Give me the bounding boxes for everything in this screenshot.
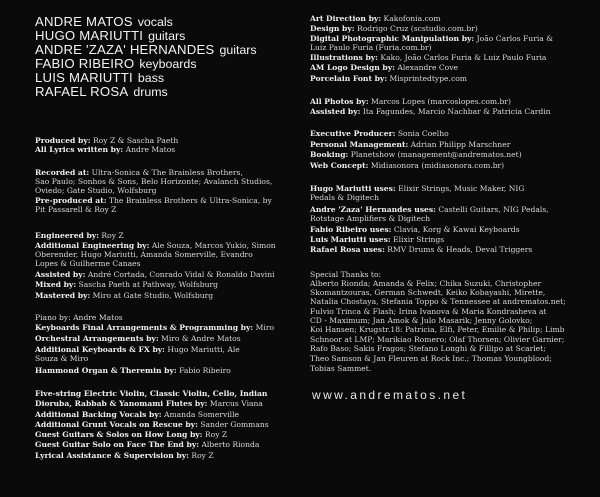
credit-text: Natalia Chostaya, Stefania Toppo & Tennessee at andrematos.net;	[310, 297, 566, 306]
credit-text: Oberender, Hugo Mariutti, Amanda Somerville, Evandro	[35, 250, 253, 259]
credit-line	[310, 161, 504, 170]
member-instrument: guitars	[148, 29, 186, 43]
credit-text: Alberto Rionda; Amanda & Felix; Chika Suzuki, Christopher	[310, 279, 542, 288]
credit-line	[35, 420, 269, 429]
credit-line	[310, 74, 467, 83]
credit-text: Lopes & Guilherme Canaes	[35, 259, 141, 268]
credit-text: Elixir Strings	[390, 235, 445, 244]
band-member	[35, 42, 257, 57]
credit-line	[310, 235, 444, 244]
credit-text: Luiz Paulo Furia (Furia.com.br)	[310, 43, 432, 52]
credit-text: Sonia Coelho	[395, 129, 449, 138]
credit-line	[310, 53, 546, 62]
credit-text: Sascha Paeth at Pathway, Wolfsburg	[76, 280, 219, 289]
credit-line	[310, 245, 532, 254]
credit-line	[310, 316, 532, 325]
credit-line	[310, 14, 441, 23]
credit-text: Tobias Sammet.	[310, 364, 372, 373]
credit-role: Hammond Organ & Theremin by:	[35, 366, 177, 375]
credit-text: Miro & Andre Matos	[158, 334, 241, 343]
credit-text: Marcos Lopes (marcoslopes.com.br)	[368, 97, 511, 106]
credit-text: Sander Gommans	[197, 420, 269, 429]
credit-role: Orchestral Arrangements by:	[35, 334, 159, 343]
credit-role: All Photos by:	[310, 97, 369, 106]
credit-role: AM Logo Design by:	[310, 63, 395, 72]
credit-role: Executive Producer:	[310, 129, 396, 138]
band-member	[35, 56, 197, 71]
credit-text: Pedals & Digitech	[310, 193, 380, 202]
credit-text: CD - Maximum; Jan Amok & Julo Masarik; Jenny Golovko;	[310, 316, 533, 325]
credit-line	[310, 297, 566, 306]
member-instrument: drums	[133, 85, 168, 99]
member-instrument: keyboards	[139, 57, 197, 71]
credit-text: Clavia, Korg & Kawai Keyboards	[391, 225, 520, 234]
credit-line	[35, 323, 274, 332]
credit-text: Midiasonora (midiasonora.com.br)	[368, 161, 505, 170]
credit-role: Additional Backing Vocals by:	[35, 410, 162, 419]
credit-text: Misprintedtype.com	[387, 74, 467, 83]
credit-role: Engineered by:	[35, 231, 99, 240]
credit-line	[35, 366, 231, 375]
credit-line	[35, 410, 239, 419]
credit-text: Planetshow (management@andrematos.net)	[348, 150, 522, 159]
credit-text: Schnoor at LMP; Marikiao Romero; Olaf Thorsen; Olivier Garnier;	[310, 335, 565, 344]
member-name: HUGO MARIUTTI	[35, 28, 144, 43]
credit-role: Fabio Ribeiro uses:	[310, 225, 392, 234]
credit-role: Mastered by:	[35, 291, 91, 300]
credit-text: Hugo Mariutti, Ale	[164, 345, 240, 354]
credit-line	[310, 193, 379, 202]
credit-role: Additional Grunt Vocals on Rescue by:	[35, 420, 198, 429]
credit-role: Luis Mariutti uses:	[310, 235, 391, 244]
credit-role: Porcelain Font by:	[310, 74, 388, 83]
credit-text: João Carlos Furia &	[474, 34, 553, 43]
credit-role: Guest Guitar Solo on Face The End by:	[35, 440, 200, 449]
credit-line	[35, 136, 178, 145]
credit-text: Castelli Guitars, NIG Pedals,	[435, 205, 549, 214]
credit-text: Rafo Baso; Sakis Fragos; Stefano Longhi & Fillipo at Scarlet;	[310, 344, 546, 353]
credit-line	[35, 145, 175, 154]
credit-line	[310, 270, 381, 279]
credit-text: Sao Paulo; Sonhos & Sons, Belo Horizonte; Avalanch Studios,	[35, 177, 273, 186]
credit-text: Elixir Strings, Music Maker, NIG	[395, 184, 525, 193]
band-member	[35, 14, 173, 29]
credit-role: Assisted by:	[35, 270, 86, 279]
credit-text: The Brainless Brothers & Ultra-Sonica, by	[106, 196, 272, 205]
credit-text: Souza & Miro	[35, 354, 89, 363]
credit-text: Piano by: Andre Matos	[35, 313, 123, 322]
credit-line	[35, 334, 241, 343]
credit-role: Design by:	[310, 24, 355, 33]
credit-role: Produced by:	[35, 136, 91, 145]
credit-text: Rotstage Amplifiers & Digitech	[310, 214, 431, 223]
credit-text: Roy Z & Sascha Paeth	[90, 136, 179, 145]
credit-line	[35, 354, 88, 363]
credit-text: Oviedo; Gate Studio, Wolfsburg	[35, 186, 157, 195]
credit-line	[35, 399, 263, 408]
credit-line	[35, 186, 156, 195]
member-name: ANDRE 'ZAZA' HERNANDES	[35, 42, 215, 57]
credit-role: Andre 'Zaza' Hernandes uses:	[310, 205, 436, 214]
credit-role: Illustrations by:	[310, 53, 378, 62]
credit-text: Andre Matos	[123, 145, 176, 154]
credit-line	[310, 24, 478, 33]
credit-role: Pre-produced at:	[35, 196, 107, 205]
credit-role: Booking:	[310, 150, 349, 159]
credit-role: Art Direction by:	[310, 14, 382, 23]
credit-line	[35, 241, 276, 250]
credit-text: Ale Souza, Marcos Yukio, Simon	[149, 241, 276, 250]
credit-role: Hugo Mariutti uses:	[310, 184, 396, 193]
credit-role: Mixed by:	[35, 280, 77, 289]
credit-role: Additional Keyboards & FX by:	[35, 345, 165, 354]
credit-line	[35, 168, 243, 177]
credit-line	[310, 364, 371, 373]
credit-line	[310, 344, 546, 353]
credit-line	[35, 205, 116, 214]
credit-text: Miro	[253, 323, 275, 332]
credit-text: Ita Fagundes, Marcio Nachbar & Patricia Cardin	[360, 107, 551, 116]
credit-line	[35, 177, 272, 186]
credit-text: Fulvio Trinca & Flash; Irina Ivanova & Maria Kondrasheva at	[310, 307, 547, 316]
credit-text: Roy Z	[99, 231, 124, 240]
credit-text: André Cortada, Conrado Vidal & Ronaldo Davini	[85, 270, 275, 279]
band-member	[35, 84, 168, 99]
member-name: ANDRE MATOS	[35, 14, 133, 29]
credit-role: Digital Photographic Manipulation by:	[310, 34, 475, 43]
credit-text: Koi Hansen; Krugstr.18: Patricia, Elfi, Peter, Emilie & Philip; Limb	[310, 325, 565, 334]
credit-line	[310, 205, 549, 214]
credit-role: Keyboards Final Arrangements & Programming by:	[35, 323, 254, 332]
credit-text: Roy Z	[202, 430, 228, 439]
credit-text: Miro at Gate Studio, Wolfsburg	[90, 291, 214, 300]
credit-line	[310, 150, 522, 159]
credit-line	[310, 335, 565, 344]
credit-line	[35, 196, 272, 205]
credit-text: Alexandre Cove	[394, 63, 459, 72]
credit-text: Adrian Philipp Marschner	[408, 140, 511, 149]
credit-line	[310, 279, 541, 288]
credit-line	[310, 288, 545, 297]
credit-line	[35, 231, 124, 240]
credit-line	[35, 430, 227, 439]
credit-line	[310, 107, 551, 116]
credit-line	[310, 140, 510, 149]
credit-line	[35, 280, 218, 289]
credit-role: Guest Guitars & Solos on How Long by:	[35, 430, 203, 439]
credit-line	[310, 184, 524, 193]
credit-line	[310, 129, 449, 138]
member-name: RAFAEL ROSA	[35, 84, 129, 99]
member-instrument: bass	[137, 71, 165, 85]
credit-line	[310, 325, 565, 334]
credit-text: Rodrigo Cruz (scstudio.com.br)	[354, 24, 478, 33]
credit-line	[310, 225, 519, 234]
credit-line	[310, 214, 430, 223]
credit-text: Skomantzouras, German Schwedt, Keiko Kobayashi, Mirette,	[310, 288, 546, 297]
credit-text: Special Thanks to:	[310, 270, 382, 279]
member-instrument: guitars	[219, 43, 257, 57]
credit-role: Dioruba, Rabbab & Yanomami Flutes by:	[35, 399, 208, 408]
credit-line	[310, 97, 511, 106]
credit-text: Theo Samson & Jan Fleuren at Rock Inc.; Thomas Youngblood;	[310, 354, 552, 363]
band-member	[35, 28, 185, 43]
credit-line	[35, 259, 141, 268]
credit-text: Marcus Viana	[207, 399, 263, 408]
credit-role: Recorded at:	[35, 168, 90, 177]
credit-role: Assisted by:	[310, 107, 361, 116]
credit-line	[310, 307, 547, 316]
band-member	[35, 70, 164, 85]
member-name: FABIO RIBEIRO	[35, 56, 135, 71]
credit-text: Amanda Somerville	[161, 410, 240, 419]
credit-line	[35, 389, 267, 398]
credit-role: All Lyrics written by:	[35, 145, 124, 154]
website-url: www.andrematos.net	[312, 388, 468, 402]
member-name: LUIS MARIUTTI	[35, 70, 133, 85]
credit-text: Alberto Rionda	[199, 440, 260, 449]
credit-line	[35, 345, 240, 354]
credit-line	[310, 354, 552, 363]
credit-line	[310, 34, 553, 43]
credit-line	[35, 291, 213, 300]
credit-line	[310, 43, 432, 52]
credit-line	[310, 63, 458, 72]
credit-line	[35, 313, 123, 322]
credit-role: Rafael Rosa uses:	[310, 245, 385, 254]
credit-text: Pit Passarell & Roy Z	[35, 205, 117, 214]
credit-text: RMV Drums & Heads, Deval Triggers	[384, 245, 533, 254]
credit-line	[35, 270, 275, 279]
credit-line	[35, 440, 259, 449]
member-instrument: vocals	[137, 15, 173, 29]
credit-role: Personal Management:	[310, 140, 409, 149]
credit-text: Kakofonia.com	[381, 14, 441, 23]
credit-text: Kako, João Carlos Furia & Luiz Paulo Furia	[377, 53, 547, 62]
credit-role: Lyrical Assistance & Supervision by:	[35, 451, 189, 460]
credit-role: Web Concept:	[310, 161, 369, 170]
credit-text: Ultra-Sonica & The Brainless Brothers,	[89, 168, 243, 177]
credit-text: Fabio Ribeiro	[176, 366, 231, 375]
credit-role: Additional Engineering by:	[35, 241, 150, 250]
credit-text: Roy Z	[188, 451, 214, 460]
credit-line	[35, 451, 214, 460]
credit-role: Five-string Electric Violin, Classic Violin, Cello, Indian	[35, 389, 268, 398]
credit-line	[35, 250, 253, 259]
